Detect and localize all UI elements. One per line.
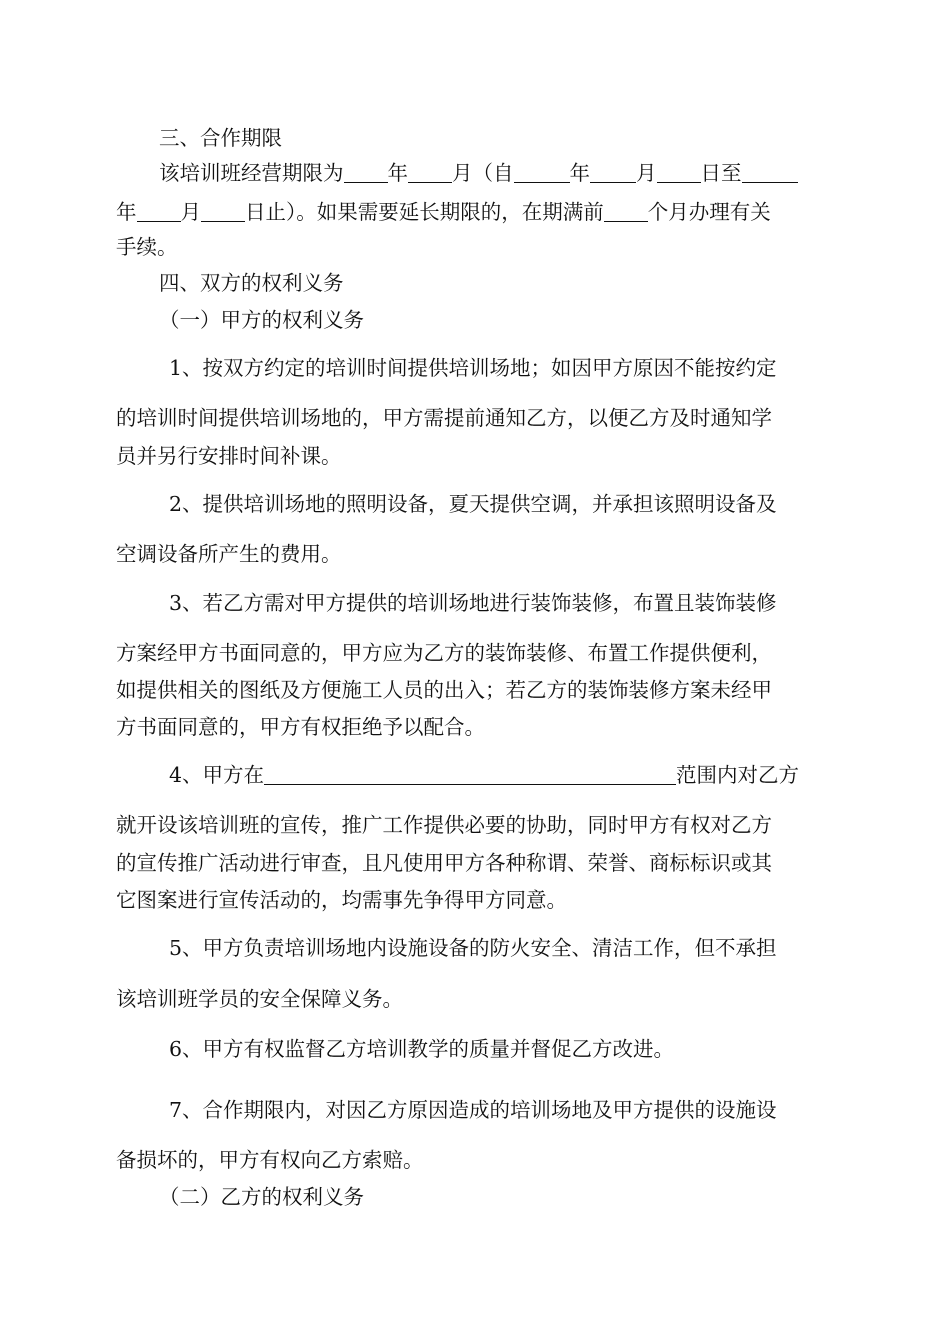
item-2-line-1: 2、提供培训场地的照明设备，夏天提供空调，并承担该照明设备及 <box>169 492 777 516</box>
item-3-line-2: 方案经甲方书面同意的，甲方应为乙方的装饰装修、布置工作提供便利， <box>116 641 772 665</box>
item-3-line-3: 如提供相关的图纸及方便施工人员的出入；若乙方的装饰装修方案未经甲 <box>116 678 772 702</box>
blank-start-day[interactable] <box>657 162 701 183</box>
item-1-line-2: 的培训时间提供培训场地的，甲方需提前通知乙方，以便乙方及时通知学 <box>116 406 772 430</box>
term-line-2: 年 月 日止）。如果需要延长期限的，在期满前 个月办理有关 <box>116 200 771 224</box>
item-5-line-1: 5、甲方负责培训场地内设施设备的防火安全、清洁工作，但不承担 <box>169 936 777 960</box>
blank-months[interactable] <box>408 162 452 183</box>
subsection-a-heading: （一）甲方的权利义务 <box>159 308 364 332</box>
blank-scope[interactable] <box>264 764 676 785</box>
section-3-heading: 三、合作期限 <box>159 126 282 150</box>
item-3-line-4: 方书面同意的，甲方有权拒绝予以配合。 <box>116 715 485 739</box>
blank-end-year[interactable] <box>742 162 798 183</box>
item-7-line-1: 7、合作期限内，对因乙方原因造成的培训场地及甲方提供的设施设 <box>169 1098 777 1122</box>
item-7-line-2: 备损坏的，甲方有权向乙方索赔。 <box>116 1148 424 1172</box>
term-line-3: 手续。 <box>116 235 178 259</box>
blank-end-day[interactable] <box>201 201 245 222</box>
section-4-heading: 四、双方的权利义务 <box>159 271 344 295</box>
term-line-1: 该培训班经营期限为 年 月（自 年 月 日至 <box>159 160 798 186</box>
item-1-line-1: 1、按双方约定的培训时间提供培训场地；如因甲方原因不能按约定 <box>169 356 777 380</box>
blank-start-month[interactable] <box>590 162 636 183</box>
subsection-b-heading: （二）乙方的权利义务 <box>159 1185 364 1209</box>
item-4-line-2: 就开设该培训班的宣传，推广工作提供必要的协助，同时甲方有权对乙方 <box>116 813 772 837</box>
item-2-line-2: 空调设备所产生的费用。 <box>116 542 342 566</box>
item-3-line-1: 3、若乙方需对甲方提供的培训场地进行装饰装修，布置且装饰装修 <box>169 591 777 615</box>
blank-start-year[interactable] <box>514 162 570 183</box>
item-4-line-3: 的宣传推广活动进行审查，且凡使用甲方各种称谓、荣誉、商标标识或其 <box>116 851 772 875</box>
item-4-line-1: 4、甲方在 范围内对乙方 <box>169 763 800 787</box>
item-4-line-4: 它图案进行宣传活动的，均需事先争得甲方同意。 <box>116 888 567 912</box>
item-5-line-2: 该培训班学员的安全保障义务。 <box>116 987 403 1011</box>
item-6: 6、甲方有权监督乙方培训教学的质量并督促乙方改进。 <box>169 1037 675 1061</box>
item-1-line-3: 员并另行安排时间补课。 <box>116 444 342 468</box>
blank-end-month[interactable] <box>137 201 181 222</box>
blank-years[interactable] <box>344 162 388 183</box>
blank-months-before[interactable] <box>604 201 648 222</box>
